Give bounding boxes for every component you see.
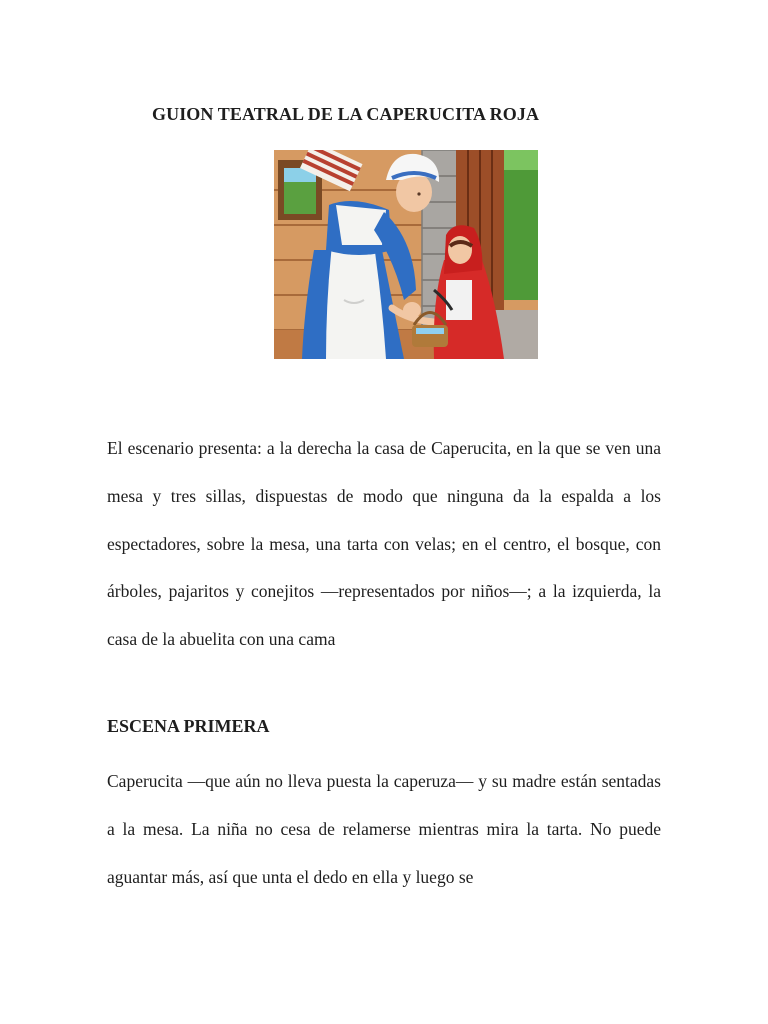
intro-paragraph: El escenario presenta: a la derecha la casa de Caperucita, en la que se ven una mesa y tres sillas, dispuestas de modo que ninguna da la espalda a los espectadores, sobre la mesa, una tarta con velas; en el centro, el bosque, con árboles, pajaritos y conejitos —representados por niños—; a la izquierda, la casa de la abuelita con una cama [107,438,661,650]
illustration-icon [274,150,538,359]
scene-heading: ESCENA PRIMERA [107,716,270,736]
scene-paragraph: Caperucita —que aún no lleva puesta la caperuza— y su madre están sentadas a la mesa. La niña no cesa de relamerse mientras mira la tarta. No puede aguantar más, así que unta el dedo en ella y luego se [107,771,661,887]
page-title: GUION TEATRAL DE LA CAPERUCITA ROJA [152,104,540,124]
